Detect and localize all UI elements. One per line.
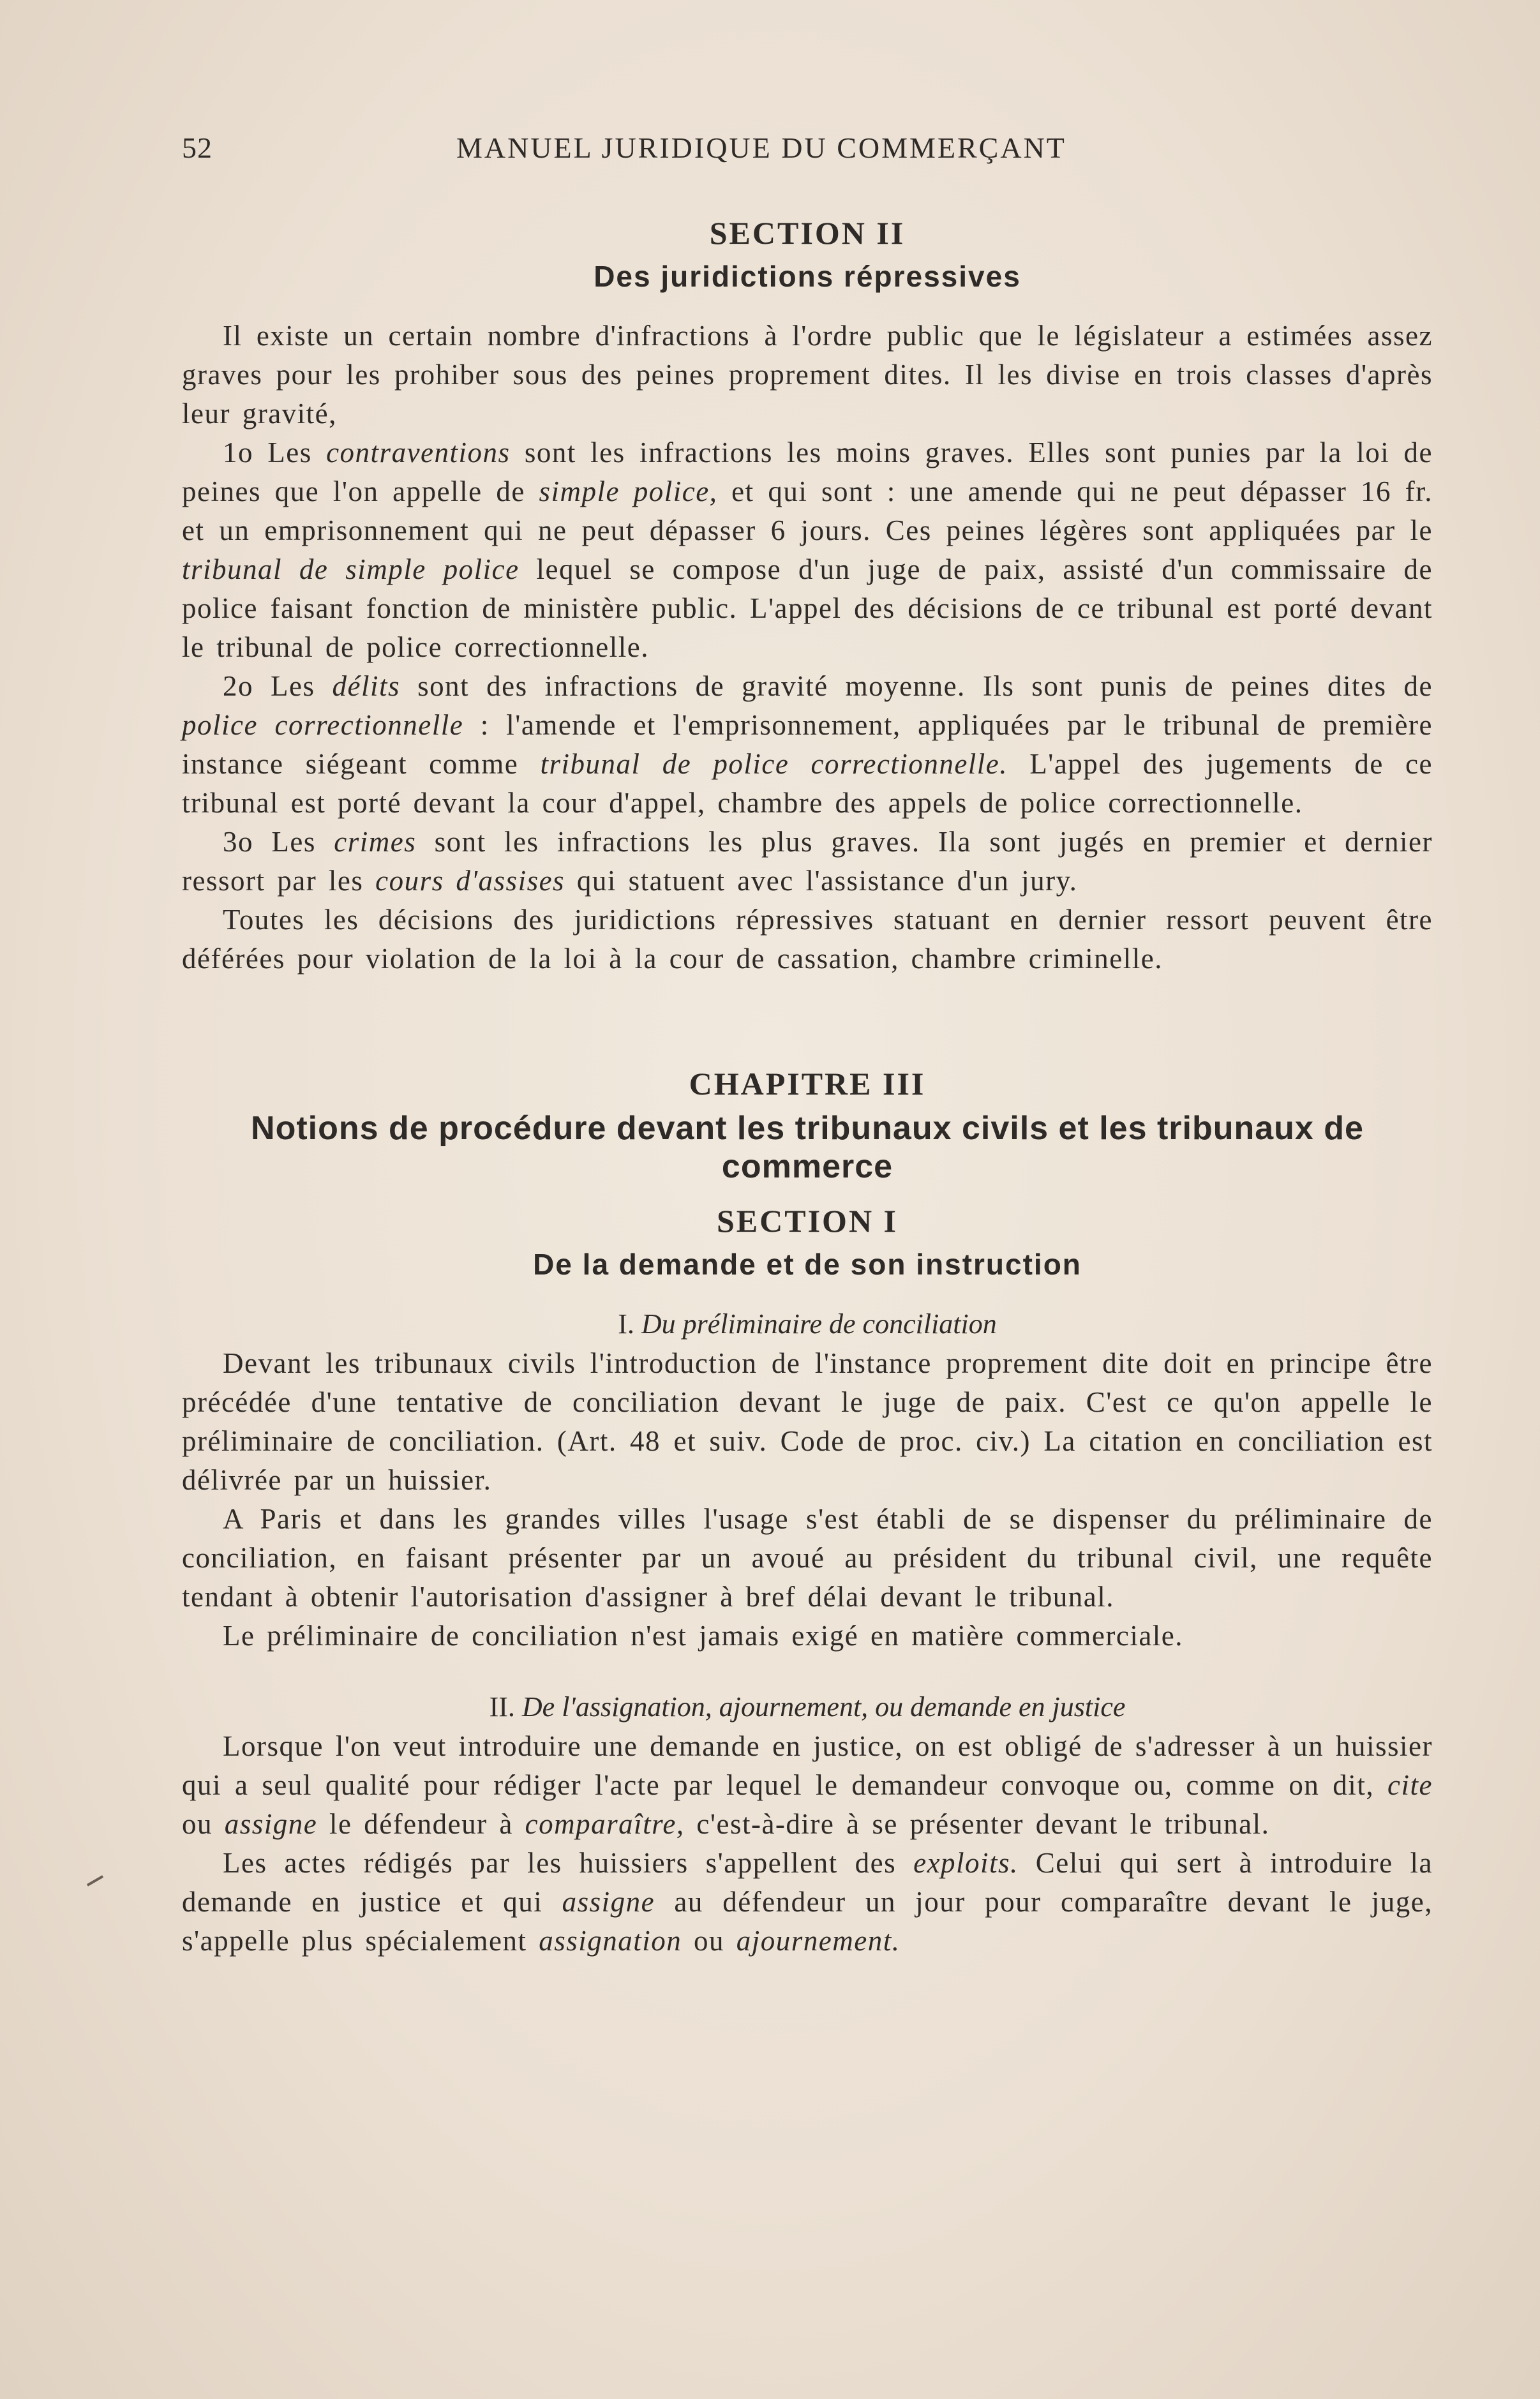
running-title: MANUEL JURIDIQUE DU COMMERÇANT <box>456 131 1066 164</box>
emphasis: tribunal de police correctionnelle. <box>540 748 1008 780</box>
subsection-title: Du préliminaire de conciliation <box>641 1308 997 1340</box>
paragraph-text: L'appel des jugements de ce tribunal est porté devant la cour d'appel, chambre des appels de police correctionnelle. <box>182 748 1433 819</box>
paragraph-text: Lorsque l'on veut introduire une demande en justice, on est obligé de s'adresser à un huissier qui a seul qualité pour rédiger l'acte par lequel le demandeur convoque ou, comme on dit, <box>182 1730 1433 1801</box>
paragraph-text: sont les infractions les plus graves. Ila sont jugés en premier et dernier ressort par les <box>182 826 1433 897</box>
spacer <box>182 978 1433 1058</box>
section-label: SECTION II <box>709 215 906 251</box>
paragraph-text: sont des infractions de gravité moyenne. Ils sont punis de peines dites de <box>400 670 1433 702</box>
emphasis: cite <box>1387 1769 1433 1801</box>
subsection-heading <box>182 1687 1433 1727</box>
paragraph-text: : l'amende et l'emprisonnement, appliquées par le tribunal de première instance siégeant comme <box>182 709 1433 780</box>
emphasis: crimes <box>334 826 417 858</box>
paragraph-text: ou <box>682 1925 736 1957</box>
paragraph: Toutes les décisions des juridictions répressives statuant en dernier ressort peuvent être déférées pour violation de la loi à la cour de cassation, chambre criminelle. <box>182 904 1433 975</box>
emphasis: ajournement. <box>736 1925 901 1957</box>
paragraph-text: au défendeur un jour pour comparaître devant le juge, s'appelle plus spécialement <box>182 1886 1433 1957</box>
paragraph-text: Celui qui sert à introduire la demande en justice et qui <box>182 1847 1433 1918</box>
paragraph-text: ou <box>182 1808 225 1840</box>
paragraph: A Paris et dans les grandes villes l'usage s'est établi de se dispenser du préliminaire de conciliation, en faisant présenter par un avoué au président du tribunal civil, une requête tendant à obtenir l'autorisation d'assigner à bref délai devant le tribunal. <box>182 1503 1433 1613</box>
paragraph <box>182 433 1433 667</box>
subsection-heading <box>182 1304 1433 1344</box>
section-title: De la demande et de son instruction <box>533 1248 1082 1281</box>
emphasis: délits <box>332 670 401 702</box>
emphasis: assignation <box>539 1925 682 1957</box>
subsection-number: I. <box>618 1308 641 1340</box>
paragraph: Il existe un certain nombre d'infractions à l'ordre public que le législateur a estimées assez graves pour les prohiber sous des peines proprement dites. Il les divise en trois classes d'après leur gravité, <box>182 320 1433 430</box>
emphasis: contraventions <box>326 437 511 468</box>
emphasis: assigne <box>224 1808 318 1840</box>
emphasis: comparaître, <box>525 1808 685 1840</box>
paragraph <box>182 823 1433 901</box>
paragraph-text: le défendeur à <box>317 1808 525 1840</box>
page-number: 52 <box>182 131 213 164</box>
emphasis: assigne <box>562 1886 655 1918</box>
paragraph <box>182 1844 1433 1961</box>
page-body <box>182 211 1433 1961</box>
paragraph-text: c'est-à-dire à se présenter devant le tribunal. <box>684 1808 1270 1840</box>
emphasis: tribunal de simple police <box>182 553 520 585</box>
paragraph-text: et qui sont : une amende qui ne peut dépasser 16 fr. et un emprisonnement qui ne peut dépasser 6 jours. Ces peines légères sont appliquées par le <box>182 475 1433 546</box>
emphasis: exploits. <box>913 1847 1019 1879</box>
paragraph: Devant les tribunaux civils l'introduction de l'instance proprement dite doit en principe être précédée d'une tentative de conciliation devant le juge de paix. C'est ce qu'on appelle le préliminaire de conciliation. (Art. 48 et suiv. Code de proc. civ.) La citation en conciliation est délivrée par un huissier. <box>182 1347 1433 1496</box>
section-label: SECTION I <box>716 1203 899 1239</box>
section-title: Des juridictions répressives <box>594 260 1021 293</box>
chapter-label: CHAPITRE III <box>689 1066 926 1102</box>
emphasis: cours d'assises <box>375 865 565 897</box>
chapter-title: Notions de procédure devant les tribunaux civils et les tribunaux de commerce <box>251 1110 1364 1185</box>
paragraph-text: 3o Les <box>223 826 334 858</box>
paragraph <box>182 1727 1433 1844</box>
running-header <box>182 131 1433 176</box>
emphasis: simple police, <box>539 475 718 507</box>
paragraph-text: lequel se compose d'un juge de paix, assisté d'un commissaire de police faisant fonction de ministère public. L'appel des décisions de ce tribunal est porté devant le tribunal de police correctionnelle. <box>182 553 1433 663</box>
margin-ink-mark <box>87 1875 103 1886</box>
paragraph-text: sont les infractions les moins graves. Elles sont punies par la loi de peines que l'on appelle de <box>182 437 1433 507</box>
paragraph-text: 1o Les <box>223 437 327 468</box>
paragraph <box>182 667 1433 823</box>
paragraph: Le préliminaire de conciliation n'est jamais exigé en matière commerciale. <box>223 1620 1184 1652</box>
subsection-title: De l'assignation, ajournement, ou demande en justice <box>521 1691 1126 1723</box>
paragraph-text: qui statuent avec l'assistance d'un jury. <box>565 865 1078 897</box>
emphasis: police correctionnelle <box>182 709 464 741</box>
subsection-number: II. <box>489 1691 522 1723</box>
paragraph-text: 2o Les <box>223 670 333 702</box>
spacer <box>182 1655 1433 1687</box>
paragraph-text: Les actes rédigés par les huissiers s'appellent des <box>223 1847 914 1879</box>
